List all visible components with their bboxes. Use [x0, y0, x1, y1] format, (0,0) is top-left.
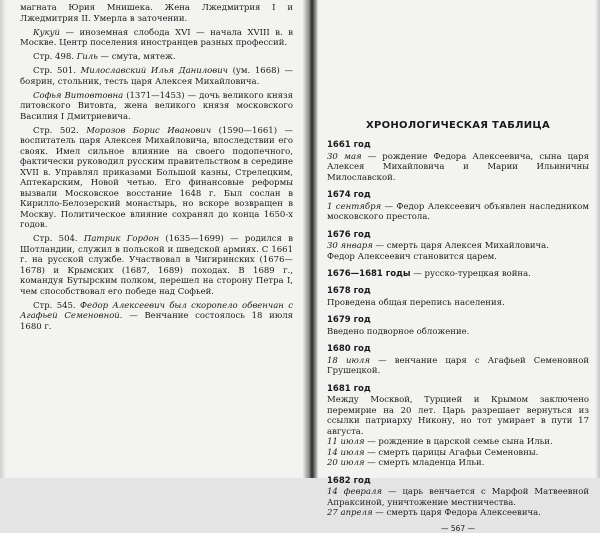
event-entry	[327, 458, 589, 469]
year-block	[327, 476, 589, 519]
note-term: Софья Витовтовна	[33, 90, 124, 101]
event-entry	[327, 487, 589, 508]
event-date: 1 сентября	[327, 201, 382, 212]
event-text: — смерть царицы Агафьи Семеновны.	[364, 447, 539, 458]
year-heading	[327, 384, 589, 394]
note-ref: Стр. 545.	[33, 300, 80, 311]
year-label: 1681 год	[327, 383, 371, 394]
note-text: — Венчание состоялось 18 июля 1680 г.	[20, 311, 293, 332]
right-page-edge	[595, 0, 600, 478]
event-entry	[327, 448, 589, 459]
note-term: Гиль	[76, 52, 98, 62]
year-block	[327, 190, 589, 223]
note-text: — иноземная слобода XVI — начала XVIII в. в Москве. Центр поселения иностранцев разных профессий.	[20, 27, 293, 48]
note-entry	[20, 28, 293, 49]
left-page	[0, 0, 303, 478]
event-text: — смерть царя Федора Алексеевича.	[372, 508, 541, 518]
note-term: Морозов Борис Иванович	[86, 125, 212, 136]
note-entry	[20, 91, 293, 123]
event-entry	[327, 298, 589, 309]
event-text: Проведена общая перепись населения.	[327, 297, 505, 308]
year-heading	[327, 269, 589, 279]
year-block	[327, 230, 589, 263]
event-date: 11 июля	[327, 437, 365, 447]
note-entry	[20, 3, 293, 24]
book-gutter	[303, 0, 318, 478]
note-entry	[20, 234, 293, 297]
note-text: (1590—1661) — воспитатель царя Алексея Михайловича, впоследствии его свояк. Имел сильное влияние на своего подопечного, фактически руководил русским правительством в середине XVII в. Управлял приказами Большой казны, Стрелецким, Аптекарским, Новой четью. Его финансовые реформы вызвали Московское восстание 1648 г. Был сослан в Кирилло-Белозерский монастырь, но вскоре возвращен в Москву. Политическое влияние сохранял до конца 1650-х годов.	[20, 125, 293, 230]
note-text: магната Юрия Мнишека. Жена Лжедмитрия I и Лжедмитрия II. Умерла в заточении.	[20, 3, 293, 24]
year-heading	[327, 315, 589, 325]
year-heading	[327, 286, 589, 296]
event-text: — венчание царя с Агафьей Семеновной Грушецкой.	[327, 355, 590, 376]
year-heading	[327, 140, 589, 150]
note-ref: Стр. 498.	[33, 52, 77, 62]
event-date: 14 июля	[327, 447, 365, 458]
event-entry	[327, 241, 589, 252]
event-entry	[327, 437, 589, 448]
note-text: (1371—1453) — дочь великого князя литовского Витовта, жена великого князя московского Василия I Дмитриевича.	[20, 90, 293, 122]
note-entry	[20, 66, 293, 87]
note-entry	[20, 301, 293, 333]
event-entry	[327, 202, 589, 223]
year-block	[327, 344, 589, 377]
year-block	[327, 315, 589, 337]
event-date: 30 января	[327, 241, 373, 251]
event-date: 18 июля	[327, 355, 370, 366]
note-term: Федор Алексеевич был скоропело обвенчан с Агафьей Семеновной.	[20, 300, 293, 321]
event-text: — смерть младенца Ильи.	[364, 458, 485, 468]
year-label: 1679 год	[327, 315, 371, 325]
event-date: 20 июля	[327, 458, 365, 468]
note-text: — смута, мятеж.	[97, 52, 176, 62]
year-heading	[327, 190, 589, 200]
event-date: 30 мая	[327, 151, 362, 162]
year-label: 1676 год	[327, 229, 371, 240]
event-text: Между Москвой, Турцией и Крымом заключено перемирие на 20 лет. Царь разрешает вернуться из ссылки патриарху Никону, но тот умирает в пути 17 августа.	[327, 395, 589, 437]
year-label: 1674 год	[327, 190, 371, 200]
note-ref: Стр. 501.	[33, 66, 81, 76]
note-text: (1635—1699) — родился в Шотландии, служил в польской и шведской армиях. С 1661 г. на русской службе. Участвовал в Чигиринских (1676—1678) и Крымских (1687, 1689) походах. В 1689 г., командуя Бутырским полком, перешел на сторону Петра I, чем способствовал его победе над Софьей.	[20, 234, 293, 297]
event-entry	[327, 395, 589, 437]
note-term: Кукуй	[33, 27, 60, 38]
note-ref: Стр. 502.	[33, 125, 87, 136]
event-entry	[327, 252, 589, 263]
year-block	[327, 384, 589, 469]
year-block	[327, 140, 589, 183]
event-text: — рождение Федора Алексеевича, сына царя Алексея Михайловича и Марии Ильиничны Милославской.	[327, 151, 589, 183]
note-entry	[20, 126, 293, 231]
event-text: Введено подворное обложение.	[327, 326, 470, 337]
event-text: — Федор Алексеевич объявлен наследником московского престола.	[327, 201, 589, 222]
year-label: 1682 год	[327, 475, 371, 486]
note-text: (ум. 1668) — боярин, стольник, тесть царя Алексея Михайловича.	[20, 66, 293, 87]
year-block	[327, 286, 589, 308]
event-date: 27 апреля	[327, 508, 373, 518]
chronology-title: ХРОНОЛОГИЧЕСКАЯ ТАБЛИЦА	[365, 120, 551, 131]
right-page	[318, 0, 600, 533]
year-label: 1676—1681 годы	[327, 269, 411, 279]
year-block	[327, 269, 589, 279]
note-entry	[20, 52, 293, 63]
note-term: Патрик Гордон	[83, 234, 160, 244]
chronology-list	[327, 140, 589, 519]
note-ref: Стр. 504.	[33, 234, 84, 244]
event-text: — рождение в царской семье сына Ильи.	[364, 437, 553, 447]
event-entry	[327, 356, 589, 377]
event-text: — смерть царя Алексея Михайловича.	[372, 241, 549, 251]
year-heading	[327, 344, 589, 354]
event-text: — царь венчается с Марфой Матвеевной Апраксиной, уничтожение местничества.	[327, 487, 589, 508]
note-term: Милославский Илья Данилович	[80, 66, 228, 76]
event-entry	[327, 327, 589, 338]
event-entry	[327, 508, 589, 519]
event-entry	[327, 152, 589, 184]
year-label: 1661 год	[327, 140, 371, 150]
notes-list	[20, 3, 293, 332]
event-date: 14 февраля	[327, 487, 382, 497]
year-inline-text: — русско-турецкая война.	[410, 269, 531, 279]
year-heading	[327, 230, 589, 240]
year-label: 1680 год	[327, 344, 371, 354]
year-label: 1678 год	[327, 286, 371, 296]
event-text: Федор Алексеевич становится царем.	[327, 251, 497, 262]
page-number: — 567 —	[440, 523, 476, 533]
year-heading	[327, 476, 589, 486]
